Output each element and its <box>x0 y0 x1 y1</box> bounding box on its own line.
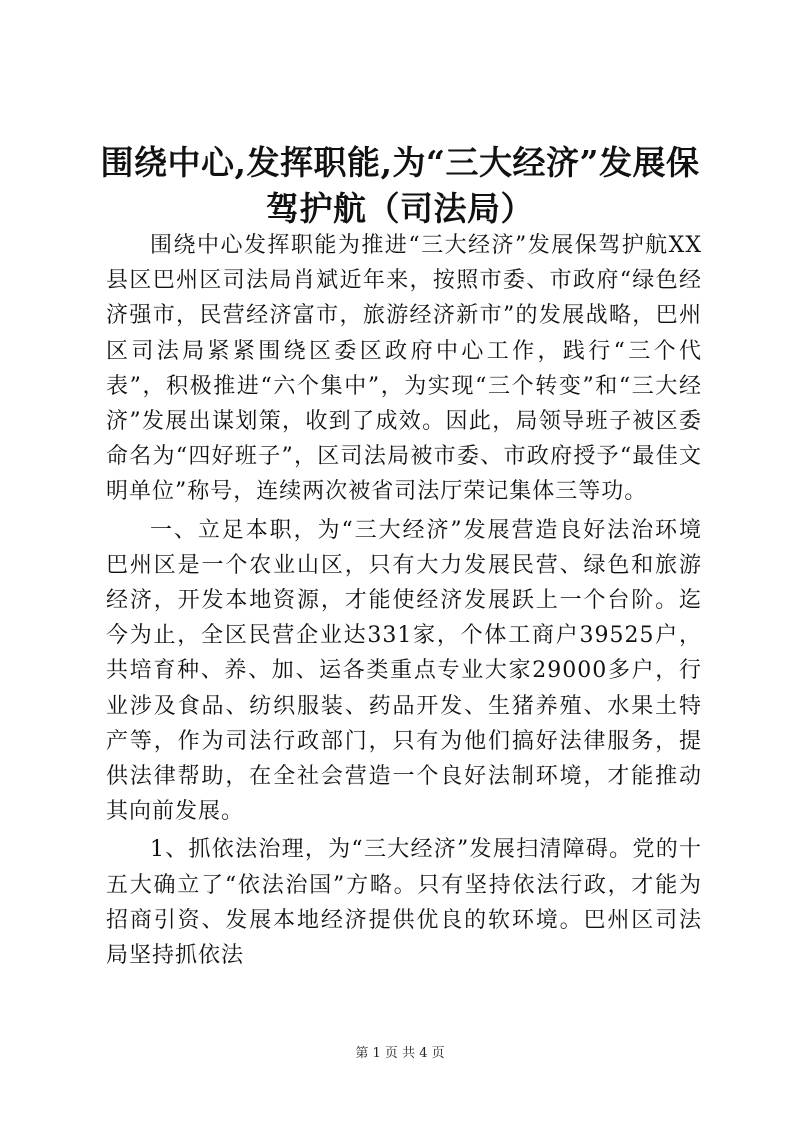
body-paragraph-3: 1、抓依法治理，为“三大经济”发展扫清障碍。党的十五大确立了“依法治国”方略。只有坚持依法行政，才能为招商引资、发展本地经济提供优良的软环境。巴州区司法局坚持抓依法 <box>106 837 702 969</box>
document-body <box>106 228 702 975</box>
page-footer: 第 1 页 共 4 页 <box>355 1046 445 1061</box>
body-paragraph-2: 一、立足本职，为“三大经济”发展营造良好法治环境巴州区是一个农业山区，只有大力发展民营、绿色和旅游经济，开发本地资源，才能使经济发展跃上一个台阶。迄今为止，全区民营企业达331家，个体工商户39525户，共培育种、养、加、运各类重点专业大家29000多户，行业涉及食品、纺织服装、药品开发、生猪养殖、水果土特产等，作为司法行政部门，只有为他们搞好法律服务，提供法律帮助，在全社会营造一个良好法制环境，才能推动其向前发展。 <box>106 517 702 825</box>
body-paragraph-1: 围绕中心发挥职能为推进“三大经济”发展保驾护航XX县区巴州区司法局肖斌近年来，按照市委、市政府“绿色经济强市，民营经济富市，旅游经济新市”的发展战略，巴州区司法局紧紧围绕区委区政府中心工作，践行“三个代表”，积极推进“六个集中”，为实现“三个转变”和“三大经济”发展出谋划策，收到了成效。因此，局领导班子被区委命名为“四好班子”，区司法局被市委、市政府授予“最佳文明单位”称号，连续两次被省司法厅荣记集体三等功。 <box>106 233 702 505</box>
document-title: 围绕中心,发挥职能,为“三大经济”发展保驾护航（司法局） <box>100 143 700 228</box>
